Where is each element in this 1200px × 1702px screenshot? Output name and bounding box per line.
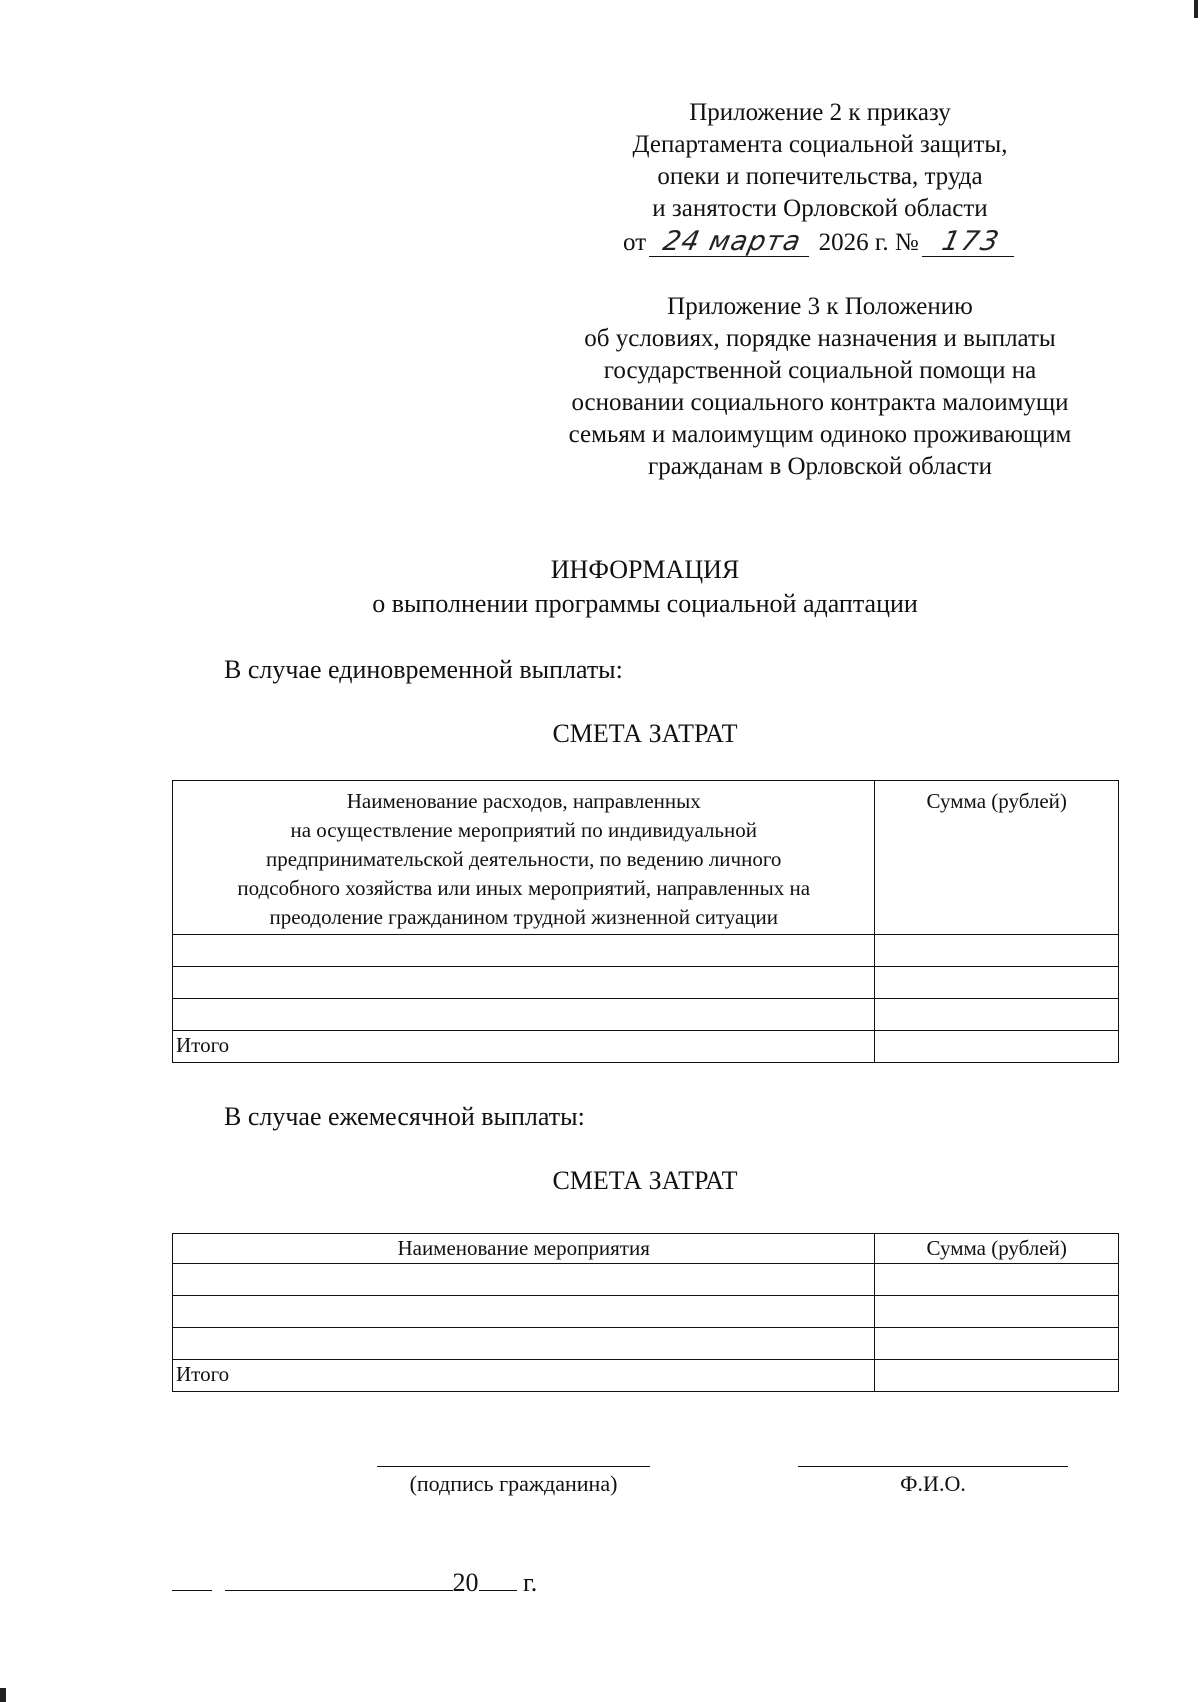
regulation-line: семьям и малоимущим одиноко проживающим bbox=[568, 421, 1072, 448]
citizen-signature-line bbox=[377, 1466, 650, 1467]
header-text-line: на осуществление мероприятий по индивидуальной bbox=[290, 818, 757, 842]
document-title: ИНФОРМАЦИЯ bbox=[550, 555, 740, 584]
header-text-line: подсобного хозяйства или иных мероприятий, направленных на bbox=[237, 876, 811, 900]
header-text-line: преодоление гражданином трудной жизненной ситуации bbox=[269, 905, 778, 929]
table-row bbox=[173, 967, 1119, 999]
order-date-handwritten: 24 марта bbox=[649, 228, 815, 257]
table-cell-name bbox=[173, 999, 875, 1031]
total-sum-cell bbox=[875, 1031, 1119, 1063]
total-label: Итого bbox=[173, 1360, 875, 1392]
table-row bbox=[173, 935, 1119, 967]
total-label: Итого bbox=[173, 1031, 875, 1063]
table-total-row bbox=[173, 1031, 1119, 1063]
column-header-activity-name: Наименование мероприятия bbox=[173, 1234, 875, 1264]
table-cell-sum bbox=[875, 1296, 1119, 1328]
table-row bbox=[173, 999, 1119, 1031]
order-attachment-block bbox=[540, 97, 1100, 259]
regulation-attachment-block bbox=[540, 291, 1100, 483]
table-cell-sum bbox=[875, 999, 1119, 1031]
table-cell-name bbox=[173, 935, 875, 967]
document-subtitle: о выполнении программы социальной адаптации bbox=[372, 589, 918, 618]
column-header-expense-name bbox=[173, 781, 875, 935]
table-header-row bbox=[173, 1234, 1119, 1264]
order-line: и занятости Орловской области bbox=[652, 195, 988, 222]
order-line: опеки и попечительства, труда bbox=[657, 163, 983, 190]
table-header-row bbox=[173, 781, 1119, 935]
table-total-row bbox=[173, 1360, 1119, 1392]
table-cell-sum bbox=[875, 1264, 1119, 1296]
regulation-line: государственной социальной помощи на bbox=[603, 357, 1037, 384]
regulation-line: гражданам в Орловской области bbox=[647, 453, 993, 480]
order-line: Приложение 2 к приказу bbox=[689, 99, 951, 126]
order-line: Департамента социальной защиты, bbox=[632, 131, 1008, 158]
table-row bbox=[173, 1328, 1119, 1360]
estimate-table-2 bbox=[172, 1233, 1119, 1392]
year-prefix: 20 bbox=[452, 1568, 479, 1597]
order-number-handwritten: 173 bbox=[922, 228, 1020, 257]
day-blank bbox=[172, 1564, 212, 1591]
full-name-caption: Ф.И.О. bbox=[900, 1471, 966, 1496]
table-row bbox=[173, 1264, 1119, 1296]
table-cell-sum bbox=[875, 1328, 1119, 1360]
table-cell-sum bbox=[875, 967, 1119, 999]
full-name-line bbox=[798, 1466, 1068, 1467]
month-blank bbox=[225, 1564, 453, 1591]
regulation-line: об условиях, порядке назначения и выплаты bbox=[584, 325, 1056, 352]
case-one-time-label: В случае единовременной выплаты: bbox=[224, 655, 623, 684]
order-date-prefix: от bbox=[623, 229, 647, 256]
regulation-line: основании социального контракта малоимущи bbox=[571, 389, 1069, 416]
table-cell-name bbox=[173, 967, 875, 999]
regulation-line: Приложение 3 к Положению bbox=[667, 293, 973, 320]
table-cell-name bbox=[173, 1328, 875, 1360]
case-monthly-label: В случае ежемесячной выплаты: bbox=[224, 1102, 585, 1131]
header-text-line: Наименование расходов, направленных bbox=[346, 789, 701, 813]
column-header-sum: Сумма (рублей) bbox=[875, 1234, 1119, 1264]
order-date-line bbox=[540, 227, 1100, 259]
scan-artifact bbox=[1194, 0, 1198, 18]
header-text-line: предпринимательской деятельности, по ведению личного bbox=[266, 847, 782, 871]
table-cell-name bbox=[173, 1296, 875, 1328]
total-sum-cell bbox=[875, 1360, 1119, 1392]
column-header-sum: Сумма (рублей) bbox=[875, 781, 1119, 935]
estimate-table-1 bbox=[172, 780, 1119, 1063]
citizen-signature-caption: (подпись гражданина) bbox=[409, 1471, 618, 1496]
order-year: 2026 г. № bbox=[818, 229, 919, 256]
year-blank bbox=[479, 1564, 517, 1591]
table-cell-name bbox=[173, 1264, 875, 1296]
estimate-title-2: СМЕТА ЗАТРАТ bbox=[552, 1166, 738, 1195]
estimate-title-1: СМЕТА ЗАТРАТ bbox=[552, 719, 738, 748]
table-cell-sum bbox=[875, 935, 1119, 967]
scan-artifact bbox=[0, 1688, 6, 1702]
date-line bbox=[172, 1564, 537, 1599]
table-row bbox=[173, 1296, 1119, 1328]
year-suffix: г. bbox=[523, 1568, 538, 1597]
